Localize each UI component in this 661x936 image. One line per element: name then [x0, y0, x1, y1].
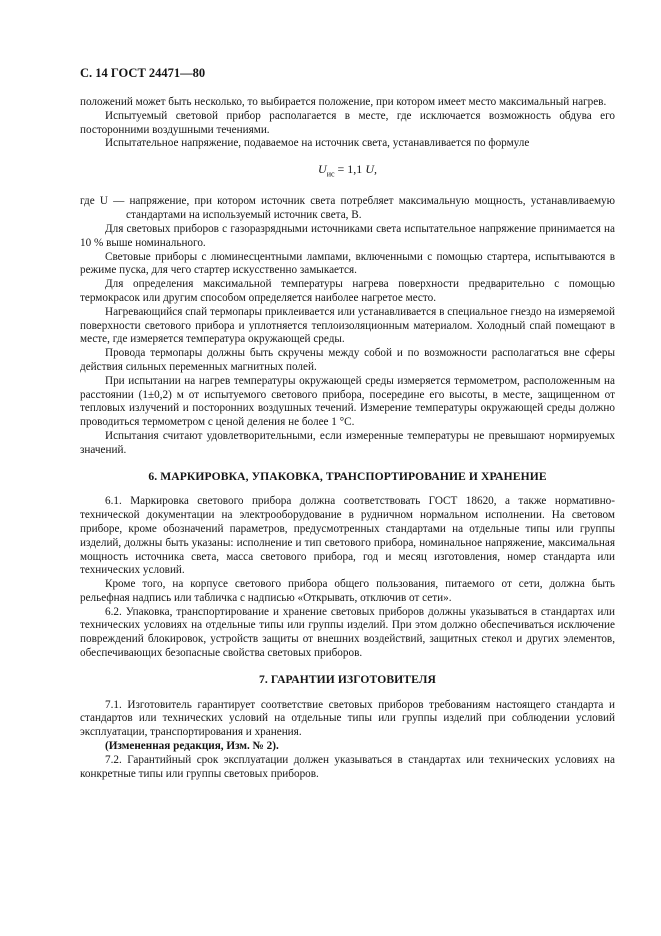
formula-rhs-variable: U, [365, 162, 377, 177]
paragraph: Испытуемый световой прибор располагается в месте, где исключается возможность обдува его посторонними воздушными течениями. [80, 109, 615, 136]
paragraph: При испытании на нагрев температуры окружающей среды измеряется термометром, расположенным на расстоянии (1±0,2) м от испытуемого светового прибора, посередине его высоты, в месте, защищенном от тепловых излучений и посторонних воздушных течений. Измерение температуры окружающей среды должно проводиться термометром с ценой деления не более 1 °С. [80, 374, 615, 429]
formula-rhs: = 1,1 [337, 162, 363, 177]
paragraph: Испытательное напряжение, подаваемое на источник света, устанавливается по формуле [105, 137, 530, 150]
formula-lhs-subscript: ис [326, 169, 335, 179]
amendment-note: (Измененная редакция, Изм. № 2). [105, 740, 279, 753]
paragraph: Для световых приборов с газоразрядными источниками света испытательное напряжение принимается на 10 % выше номинального. [80, 222, 615, 249]
section-heading-6: 6. МАРКИРОВКА, УПАКОВКА, ТРАНСПОРТИРОВАНИЕ И ХРАНЕНИЕ [148, 469, 547, 483]
page-content [80, 96, 615, 781]
paragraph: положений может быть несколько, то выбирается положение, при котором имеет место максимальный нагрев. [80, 96, 607, 108]
paragraph: 7.2. Гарантийный срок эксплуатации должен указываться в стандартах или технических условиях на конкретные типы или группы световых приборов. [80, 753, 615, 780]
paragraph: Кроме того, на корпусе светового прибора общего пользования, питаемого от сети, должна быть рельефная надпись или табличка с надписью «Открывать, отключив от сети». [80, 578, 615, 604]
paragraph: 6.2. Упаковка, транспортирование и хранение световых приборов должны указываться в стандартах или технических условиях на отдельные типы или группы изделий. При этом должно обеспечиваться исключение повреждений блокировок, устройств защиты от внешних воздействий, защитных стекол и других элементов, обеспечивающих безопасные свойства световых приборов. [80, 605, 615, 660]
paragraph: Для определения максимальной температуры нагрева поверхности предварительно с помощью термокрасок или другим способом определяется наиболее нагретое место. [80, 278, 615, 304]
formula [80, 163, 615, 181]
paragraph: Испытания считают удовлетворительными, если измеренные температуры не превышают нормируемых значений. [80, 429, 615, 456]
page-header: С. 14 ГОСТ 24471—80 [80, 66, 206, 80]
formula-note: где U — напряжение, при котором источник света потребляет максимальную мощность, устанавливаемую стандартами на используемый источник света, В. [80, 195, 615, 222]
paragraph: Световые приборы с люминесцентными лампами, включенными с помощью стартера, испытываются в режиме пуска, для чего стартер искусственно замыкается. [80, 250, 615, 277]
paragraph: Нагревающийся спай термопары приклеивается или устанавливается в специальное гнездо на измеряемой поверхности светового прибора и уплотняется теплоизоляционным материалом. Холодный спай помещают в месте, где измеряется температура окружающей среды. [80, 305, 615, 346]
section-heading-7: 7. ГАРАНТИИ ИЗГОТОВИТЕЛЯ [258, 672, 437, 686]
formula-lhs: U [318, 162, 327, 177]
paragraph: 6.1. Маркировка светового прибора должна соответствовать ГОСТ 18620, а также нормативно-технической документации на электрооборудование в рудничном нормальном исполнении. На световом приборе, кроме обозначений параметров, предусмотренных стандартами на отдельные типы или группы изделий, должны быть указаны: исполнение и тип светового прибора, номинальное напряжение, максимальная мощность источника света, масса светового прибора, год и месяц изготовления, номер стандарта или технических условий. [80, 495, 615, 577]
paragraph: Провода термопары должны быть скручены между собой и по возможности располагаться вне сферы действия сильных переменных магнитных полей. [80, 347, 615, 373]
paragraph: 7.1. Изготовитель гарантирует соответствие световых приборов требованиям настоящего стандарта и стандартов или технических условий на отдельные типы или группы изделий при соблюдении условий эксплуатации, транспортирования и хранения. [80, 698, 615, 739]
